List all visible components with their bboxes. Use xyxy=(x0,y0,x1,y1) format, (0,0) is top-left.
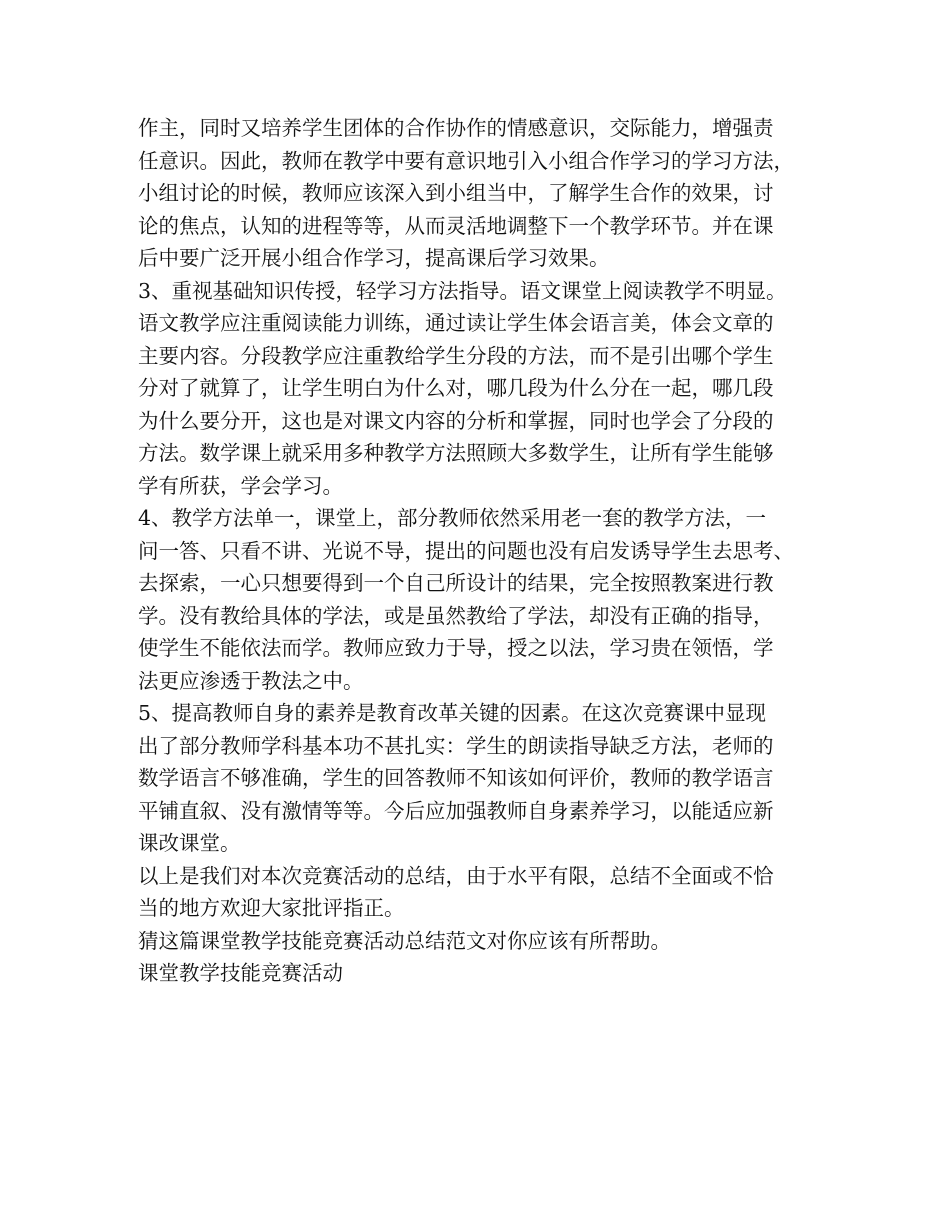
text-line: 数学语言不够准确，学生的回答教师不知该如何评价，教师的教学语言 xyxy=(138,766,774,790)
text-line: 论的焦点，认知的进程等等，从而灵活地调整下一个教学环节。并在课 xyxy=(138,213,774,238)
text-line: 出了部分教师学科基本功不甚扎实：学生的朗读指导缺乏方法，老师的 xyxy=(138,733,774,758)
text-line: 为什么要分开，这也是对课文内容的分析和掌握，同时也学会了分段的 xyxy=(138,408,774,433)
text-line: 以上是我们对本次竞赛活动的总结，由于水平有限，总结不全面或不恰 xyxy=(138,863,774,888)
text-line: 去探索，一心只想要得到一个自己所设计的结果，完全按照教案进行教 xyxy=(138,571,774,595)
text-line: 问一答、只看不讲、光说不导，提出的问题也没有启发诱导学生去思考、 xyxy=(138,538,794,563)
text-line: 猜这篇课堂教学技能竞赛活动总结范文对你应该有所帮助。 xyxy=(138,928,671,953)
text-line: 语文教学应注重阅读能力训练，通过读让学生体会语言美，体会文章的 xyxy=(138,311,774,335)
text-line: 任意识。因此，教师在教学中要有意识地引入小组合作学习的学习方法， xyxy=(138,148,794,173)
text-line: 课堂教学技能竞赛活动 xyxy=(138,961,343,985)
text-line: 平铺直叙、没有激情等等。今后应加强教师自身素养学习，以能适应新 xyxy=(138,798,774,823)
text-line: 学。没有教给具体的学法，或是虽然教给了学法，却没有正确的指导， xyxy=(138,603,774,628)
text-line: 4、教学方法单一，课堂上，部分教师依然采用老一套的教学方法，一 xyxy=(138,506,767,530)
text-line: 方法。数学课上就采用多种教学方法照顾大多数学生，让所有学生能够 xyxy=(138,441,774,465)
text-line: 学有所获，学会学习。 xyxy=(138,473,343,498)
text-line: 分对了就算了，让学生明白为什么对，哪几段为什么分在一起，哪几段 xyxy=(138,376,774,400)
text-line: 小组讨论的时候，教师应该深入到小组当中，了解学生合作的效果，讨 xyxy=(138,181,774,205)
text-line: 5、提高教师自身的素养是教育改革关键的因素。在这次竞赛课中显现 xyxy=(138,701,767,725)
text-line: 法更应渗透于教法之中。 xyxy=(138,668,364,693)
text-line: 主要内容。分段教学应注重教给学生分段的方法，而不是引出哪个学生 xyxy=(138,343,774,368)
text-line: 3、重视基础知识传授，轻学习方法指导。语文课堂上阅读教学不明显。 xyxy=(138,278,787,303)
text-line: 作主，同时又培养学生团体的合作协作的情感意识，交际能力，增强责 xyxy=(138,116,774,140)
text-line: 当的地方欢迎大家批评指正。 xyxy=(138,896,405,920)
text-line: 后中要广泛开展小组合作学习，提高课后学习效果。 xyxy=(138,246,610,270)
text-line: 课改课堂。 xyxy=(138,831,241,855)
text-line: 使学生不能依法而学。教师应致力于导，授之以法，学习贵在领悟，学 xyxy=(138,636,774,660)
document-body xyxy=(138,112,828,990)
